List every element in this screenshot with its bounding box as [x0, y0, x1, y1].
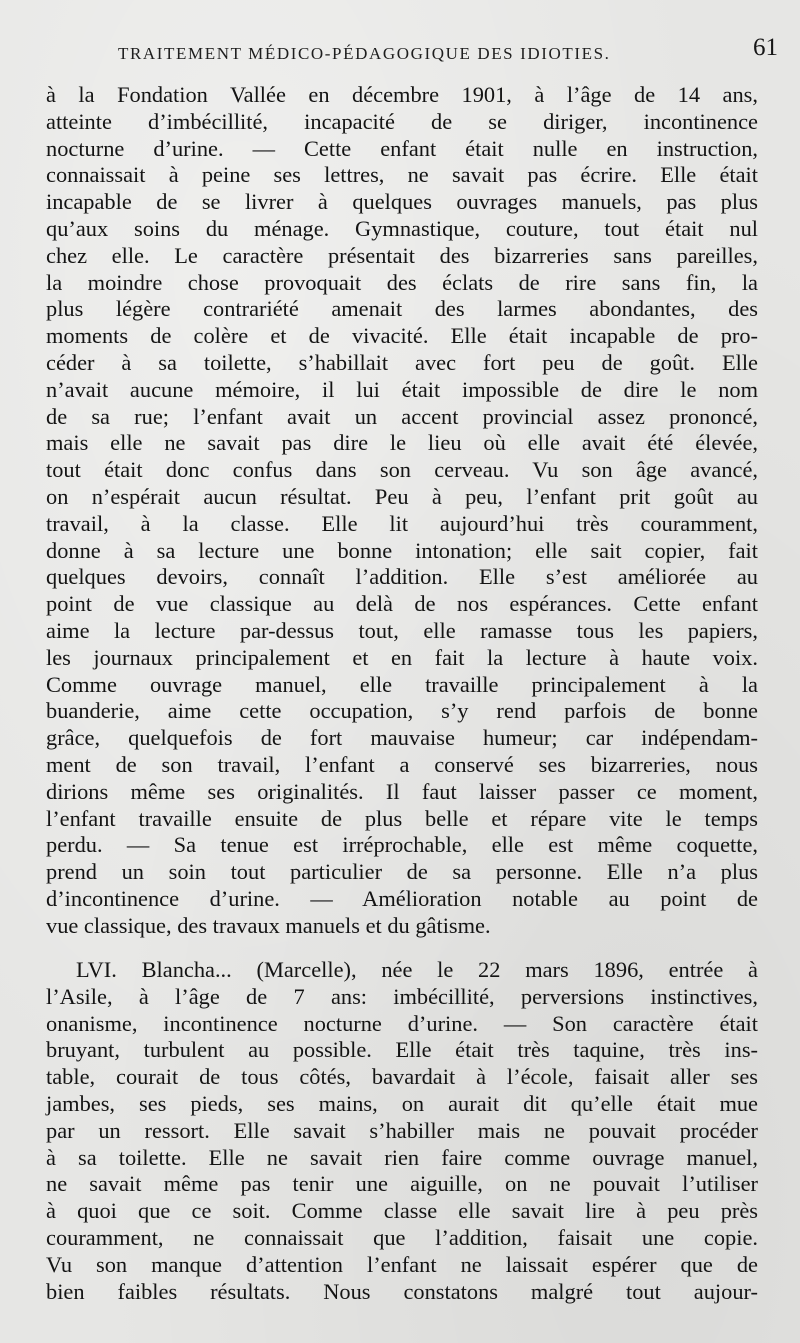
text-line: céder à sa toilette, s’habillait avec fort peu de goût. Elle [46, 349, 758, 375]
text-line: table, courait de tous côtés, bavardait à l’école, faisait aller ses [46, 1064, 758, 1090]
text-line: ne savait même pas tenir une aiguille, on ne pouvait l’utiliser [46, 1171, 758, 1197]
text-line: qu’aux soins du ménage. Gymnastique, couture, tout était nul [46, 215, 758, 241]
text-line: buanderie, aime cette occupation, s’y rend parfois de bonne [46, 698, 758, 724]
text-line: LVI. Blancha... (Marcelle), née le 22 mars 1896, entrée à [76, 957, 758, 982]
text-line: jambes, ses pieds, ses mains, on aurait dit qu’elle était mue [46, 1090, 758, 1116]
text-line: point de vue classique au delà de nos espérances. Cette enfant [46, 591, 758, 617]
text-line: atteinte d’imbécillité, incapacité de se diriger, incontinence [46, 108, 758, 134]
text-line: moments de colère et de vivacité. Elle était incapable de pro- [46, 323, 758, 349]
text-line: à quoi que ce soit. Comme classe elle savait lire à peu près [46, 1198, 758, 1224]
text-line: à la Fondation Vallée en décembre 1901, à l’âge de 14 ans, [46, 82, 758, 107]
text-line: ment de son travail, l’enfant a conservé ses bizarreries, nous [46, 751, 758, 777]
text-line: tout était donc confus dans son cerveau. Vu son âge avancé, [46, 457, 758, 483]
running-title: TRAITEMENT MÉDICO-PÉDAGOGIQUE DES IDIOTIES. [118, 44, 611, 63]
text-line: plus légère contrariété amenait des larmes abondantes, des [46, 296, 758, 322]
paragraph-case-lvi [46, 957, 758, 1305]
text-line: d’incontinence d’urine. — Amélioration notable au point de [46, 885, 758, 911]
text-line: vue classique, des travaux manuels et du gâtisme. [46, 912, 491, 938]
text-line: de sa rue; l’enfant avait un accent provincial assez prononcé, [46, 403, 758, 429]
text-line: l’enfant travaille ensuite de plus belle et répare vite le temps [46, 805, 758, 831]
text-line: les journaux principalement et en fait la lecture à haute voix. [46, 644, 758, 670]
text-line: grâce, quelquefois de fort mauvaise humeur; car indépendam- [46, 725, 758, 751]
text-line: onanisme, incontinence nocturne d’urine. — Son caractère était [46, 1010, 758, 1036]
text-line: connaissait à peine ses lettres, ne savait pas écrire. Elle était [46, 162, 758, 188]
text-line: on n’espérait aucun résultat. Peu à peu, l’enfant prit goût au [46, 483, 758, 509]
text-line: aime la lecture par-dessus tout, elle ramasse tous les papiers, [46, 617, 758, 643]
text-line: nocturne d’urine. — Cette enfant était nulle en instruction, [46, 135, 758, 161]
text-line: couramment, ne connaissait que l’addition, faisait une copie. [46, 1224, 758, 1250]
text-line: l’Asile, à l’âge de 7 ans: imbécillité, perversions instinctives, [46, 983, 758, 1009]
text-line: mais elle ne savait pas dire le lieu où elle avait été élevée, [46, 430, 758, 456]
text-line: bruyant, turbulent au possible. Elle était très taquine, très ins- [46, 1037, 758, 1063]
text-line: incapable de se livrer à quelques ouvrages manuels, pas plus [46, 189, 758, 215]
page-number: 61 [753, 34, 778, 61]
text-line: Comme ouvrage manuel, elle travaille principalement à la [46, 671, 758, 697]
text-line: donne à sa lecture une bonne intonation; elle sait copier, fait [46, 537, 758, 563]
text-line: perdu. — Sa tenue est irréprochable, elle est même coquette, [46, 832, 758, 858]
text-line: dirions même ses originalités. Il faut laisser passer ce moment, [46, 778, 758, 804]
text-line: chez elle. Le caractère présentait des bizarreries sans pareilles, [46, 242, 758, 268]
text-line: n’avait aucune mémoire, il lui était impossible de dire le nom [46, 376, 758, 402]
page-header [118, 34, 778, 74]
text-line: quelques devoirs, connaît l’addition. Elle s’est améliorée au [46, 564, 758, 590]
text-line: prend un soin tout particulier de sa personne. Elle n’a plus [46, 859, 758, 885]
text-line: à sa toilette. Elle ne savait rien faire comme ouvrage manuel, [46, 1144, 758, 1170]
text-line: la moindre chose provoquait des éclats de rire sans fin, la [46, 269, 758, 295]
text-line: bien faibles résultats. Nous constatons malgré tout aujour- [46, 1278, 758, 1304]
text-line: travail, à la classe. Elle lit aujourd’hui très couramment, [46, 510, 758, 536]
paragraph-case-continuation [46, 82, 758, 940]
text-line: Vu son manque d’attention l’enfant ne laissait espérer que de [46, 1251, 758, 1277]
text-line: par un ressort. Elle savait s’habiller mais ne pouvait procéder [46, 1117, 758, 1143]
